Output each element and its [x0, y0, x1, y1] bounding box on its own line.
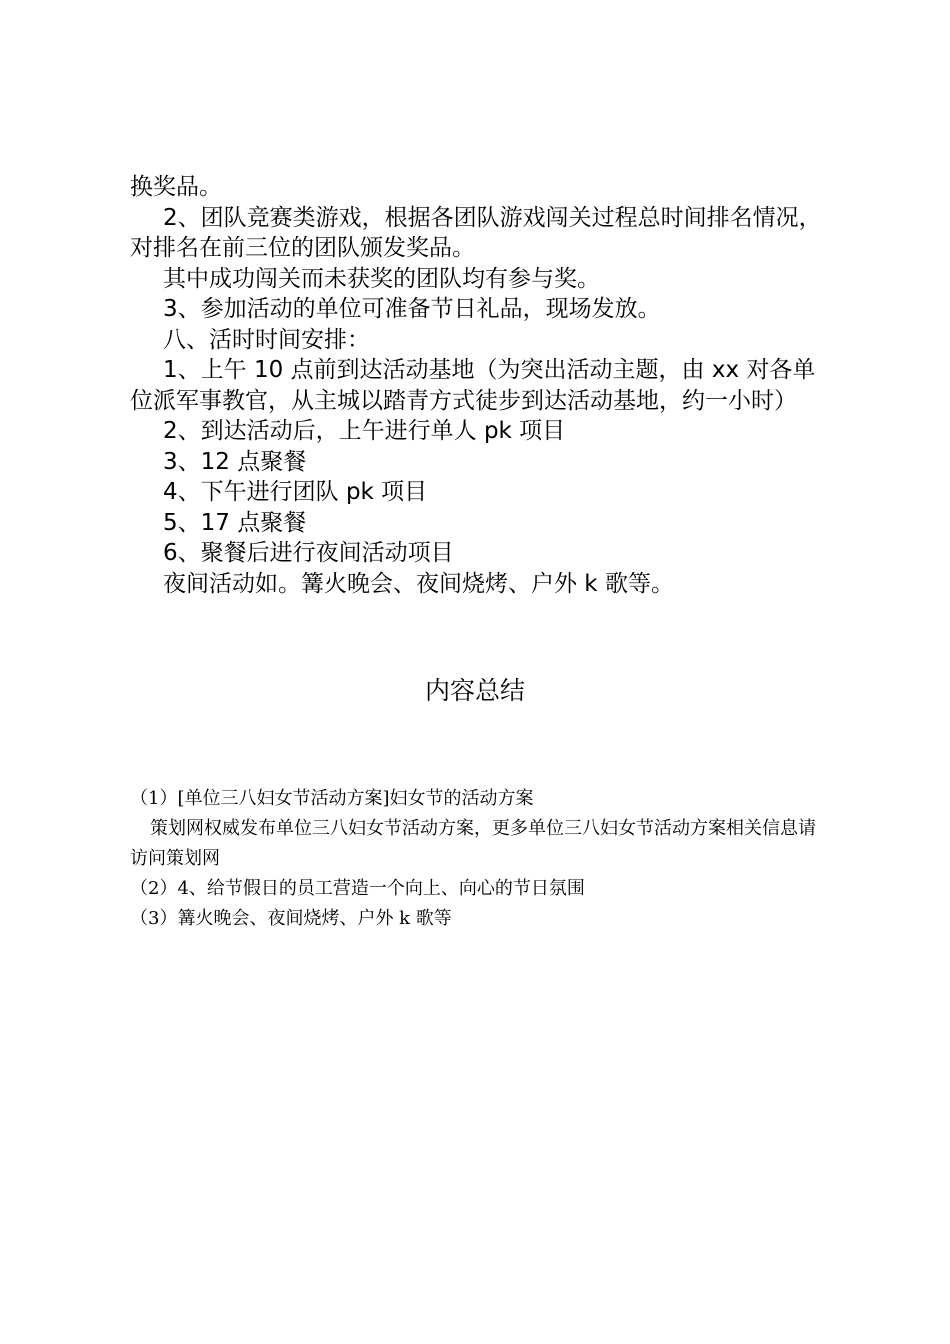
- paragraph: 3、参加活动的单位可准备节日礼品，现场发放。: [163, 296, 661, 322]
- summary-item: （3）篝火晚会、夜间烧烤、户外 k 歌等: [130, 908, 452, 929]
- paragraph: 5、17 点聚餐: [163, 509, 307, 536]
- summary-item: （1）[单位三八妇女节活动方案]妇女节的活动方案: [130, 788, 534, 809]
- paragraph: 2、到达活动后，上午进行单人 pk 项目: [163, 418, 566, 444]
- paragraph: 换奖品。: [130, 174, 222, 200]
- paragraph: 其中成功闯关而未获奖的团队均有参与奖。: [163, 265, 600, 292]
- summary-item: （2）4、给节假日的员工营造一个向上、向心的节日氛围: [130, 878, 585, 899]
- summary-title: 内容总结: [424, 676, 525, 705]
- section-heading: 八、活时时间安排：: [163, 326, 370, 353]
- summary-item: 策划网权威发布单位三八妇女节活动方案，更多单位三八妇女节活动方案相关信息请访问策划网: [130, 818, 816, 869]
- summary-list: [130, 784, 830, 934]
- document-body: [130, 172, 830, 599]
- paragraph: 1、上午 10 点前到达活动基地（为突出活动主题，由 xx 对各单位派军事教官，从主城以踏青方式徒步到达活动基地，约一小时）: [130, 357, 816, 414]
- paragraph: 4、下午进行团队 pk 项目: [163, 479, 428, 505]
- paragraph: 6、聚餐后进行夜间活动项目: [163, 540, 454, 566]
- paragraph: 3、12 点聚餐: [163, 448, 307, 475]
- paragraph: 2、团队竞赛类游戏，根据各团队游戏闯关过程总时间排名情况，对排名在前三位的团队颁发奖品。: [130, 204, 822, 261]
- paragraph: 夜间活动如。篝火晚会、夜间烧烤、户外 k 歌等。: [163, 570, 674, 597]
